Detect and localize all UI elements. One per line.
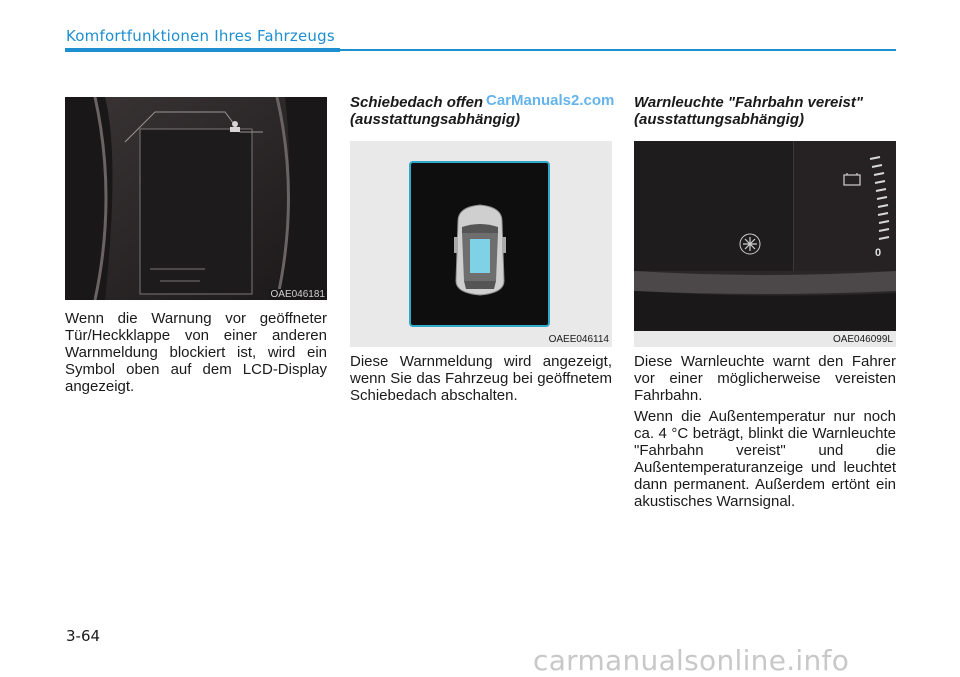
car-top-view-icon (454, 205, 506, 295)
cluster-illustration (65, 97, 327, 300)
cluster-icy-illustration (634, 141, 896, 331)
snowflake-icon (740, 234, 760, 254)
cluster-door-warning-image (65, 97, 327, 300)
icy-road-warning-image (634, 141, 896, 347)
image-code: OAE046181 (270, 289, 325, 300)
image-code: OAEE046114 (548, 334, 609, 345)
section-header-title: Komfortfunktionen Ihres Fahrzeugs (66, 27, 335, 45)
gauge-zero-label: 0 (875, 247, 882, 259)
sunroof-open-image (350, 141, 612, 347)
col3-paragraph-2: Wenn die Außentemperatur nur noch ca. 4 °C beträgt, blinkt die Warnleuchte "Fahrbahn vereist" und die Außentemperaturanzeige und leuchtet dann permanent. Außerdem ertönt ein akustisches Warnsignal. (634, 408, 896, 510)
col2-title-line1: Schiebedach offen (350, 94, 484, 111)
col3-paragraph-1: Diese Warnleuchte warnt den Fahrer vor einer möglicherweise vereisten Fahrbahn. (634, 353, 896, 404)
col3-title-line1: Warnleuchte "Fahrbahn vereist" (634, 94, 864, 111)
col2-paragraph: Diese Warnmeldung wird angezeigt, wenn Sie das Fahrzeug bei geöffnetem Schiebedach abschalten. (350, 353, 612, 404)
page-number: 3-64 (66, 627, 101, 645)
header-rule (340, 49, 896, 51)
header-rule-accent (65, 48, 340, 52)
col2-title-line2: (ausstattungsabhängig) (350, 111, 521, 128)
watermark-logo: CarManuals2.com (486, 92, 615, 109)
sunroof-illustration (350, 141, 612, 347)
footer-watermark: carmanualsonline.info (533, 644, 850, 677)
col3-title-line2: (ausstattungsabhängig) (634, 111, 805, 128)
image-code: OAE046099L (832, 334, 893, 345)
col1-paragraph: Wenn die Warnung vor geöffneter Tür/Heckklappe von einer anderen Warnmeldung blockiert ist, wird ein Symbol oben auf dem LCD-Display angezeigt. (65, 310, 327, 395)
